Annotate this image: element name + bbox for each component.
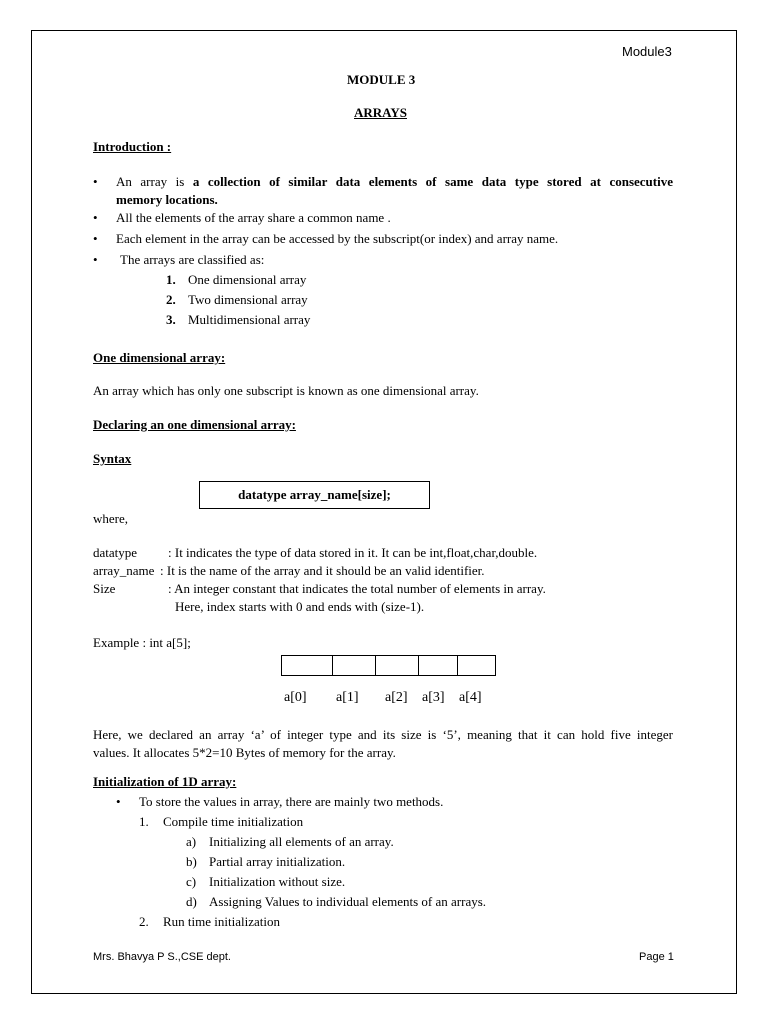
method-num: 1. [139, 814, 149, 829]
array-cell [282, 656, 333, 675]
sub-label: Assigning Values to individual elements of an arrays. [209, 894, 487, 909]
array-index: a[2] [385, 690, 408, 705]
sub-letter: a) [186, 834, 197, 849]
footer-page: Page 1 [639, 951, 674, 963]
term-desc: : An integer constant that indicates the total number of elements in array. [168, 581, 546, 596]
type-item [166, 292, 308, 308]
array-cell [419, 656, 458, 675]
sub-letter: b) [186, 854, 197, 869]
bullet-dot: • [93, 252, 98, 267]
array-cell [376, 656, 419, 675]
one-d-definition: An array which has only one subscript is known as one dimensional array. [93, 383, 479, 398]
array-diagram [281, 655, 496, 676]
intro-bullet-3: Each element in the array can be accessed by the subscript(or index) and array name. [116, 231, 559, 246]
intro-b1-line1 [116, 174, 673, 190]
sub-item [186, 834, 394, 850]
term-name: array_name [93, 563, 155, 578]
term-name: datatype [93, 545, 138, 560]
footer-author: Mrs. Bhavya P S.,CSE dept. [93, 951, 231, 963]
init-heading: Initialization of 1D array: [93, 774, 237, 789]
type-num: 3. [166, 312, 176, 327]
term-desc: : It is the name of the array and it should be an valid identifier. [160, 563, 485, 578]
intro-b1-line2: memory locations. [116, 192, 218, 207]
declaring-heading: Declaring an one dimensional array: [93, 417, 296, 432]
init-bullet: To store the values in array, there are mainly two methods. [139, 794, 444, 809]
b1-bold-line1: a collection of similar data elements of same data type stored at consecutive [192, 174, 673, 189]
syntax-heading: Syntax [93, 451, 132, 466]
header-module: Module3 [622, 44, 672, 59]
type-num: 1. [166, 272, 176, 287]
bullet-dot: • [93, 231, 98, 246]
array-cell [333, 656, 376, 675]
array-index: a[1] [336, 690, 359, 705]
array-cell [458, 656, 495, 675]
term-name: Size [93, 581, 116, 596]
type-label: Two dimensional array [188, 292, 308, 307]
b1-prefix: An array is [116, 174, 193, 189]
sub-label: Partial array initialization. [209, 854, 346, 869]
sub-label: Initialization without size. [209, 874, 346, 889]
type-label: Multidimensional array [188, 312, 311, 327]
explain-line2: values. It allocates 5*2=10 Bytes of memory for the array. [93, 745, 396, 760]
where-label: where, [93, 511, 129, 526]
explain-line1: Here, we declared an array ‘a’ of integer type and its size is ‘5’, meaning that it can hold five integer [93, 727, 673, 742]
array-index: a[0] [284, 690, 307, 705]
array-index: a[3] [422, 690, 445, 705]
method-num: 2. [139, 914, 149, 929]
sub-item [186, 874, 345, 890]
sub-label: Initializing all elements of an array. [209, 834, 394, 849]
array-index: a[4] [459, 690, 482, 705]
bullet-dot: • [116, 794, 121, 809]
method-item [139, 914, 280, 930]
type-item [166, 312, 310, 328]
one-d-heading: One dimensional array: [93, 350, 226, 365]
type-label: One dimensional array [188, 272, 307, 287]
type-num: 2. [166, 292, 176, 307]
intro-heading: Introduction : [93, 139, 172, 154]
intro-bullet-2: All the elements of the array share a common name . [116, 210, 391, 225]
sub-letter: d) [186, 894, 197, 909]
size-note: Here, index starts with 0 and ends with (size-1). [175, 599, 425, 614]
bullet-dot: • [93, 210, 98, 225]
sub-item [186, 894, 486, 910]
method-label: Run time initialization [163, 914, 280, 929]
method-item [139, 814, 303, 830]
topic-title: ARRAYS [354, 105, 407, 120]
intro-bullet-4: The arrays are classified as: [120, 252, 265, 267]
sub-item [186, 854, 345, 870]
module-title: MODULE 3 [347, 72, 416, 87]
sub-letter: c) [186, 874, 197, 889]
type-item [166, 272, 306, 288]
method-label: Compile time initialization [163, 814, 304, 829]
example-label: Example : int a[5]; [93, 635, 191, 650]
term-desc: : It indicates the type of data stored in it. It can be int,float,char,double. [168, 545, 538, 560]
bullet-dot: • [93, 174, 98, 189]
syntax-box: datatype array_name[size]; [199, 481, 430, 509]
